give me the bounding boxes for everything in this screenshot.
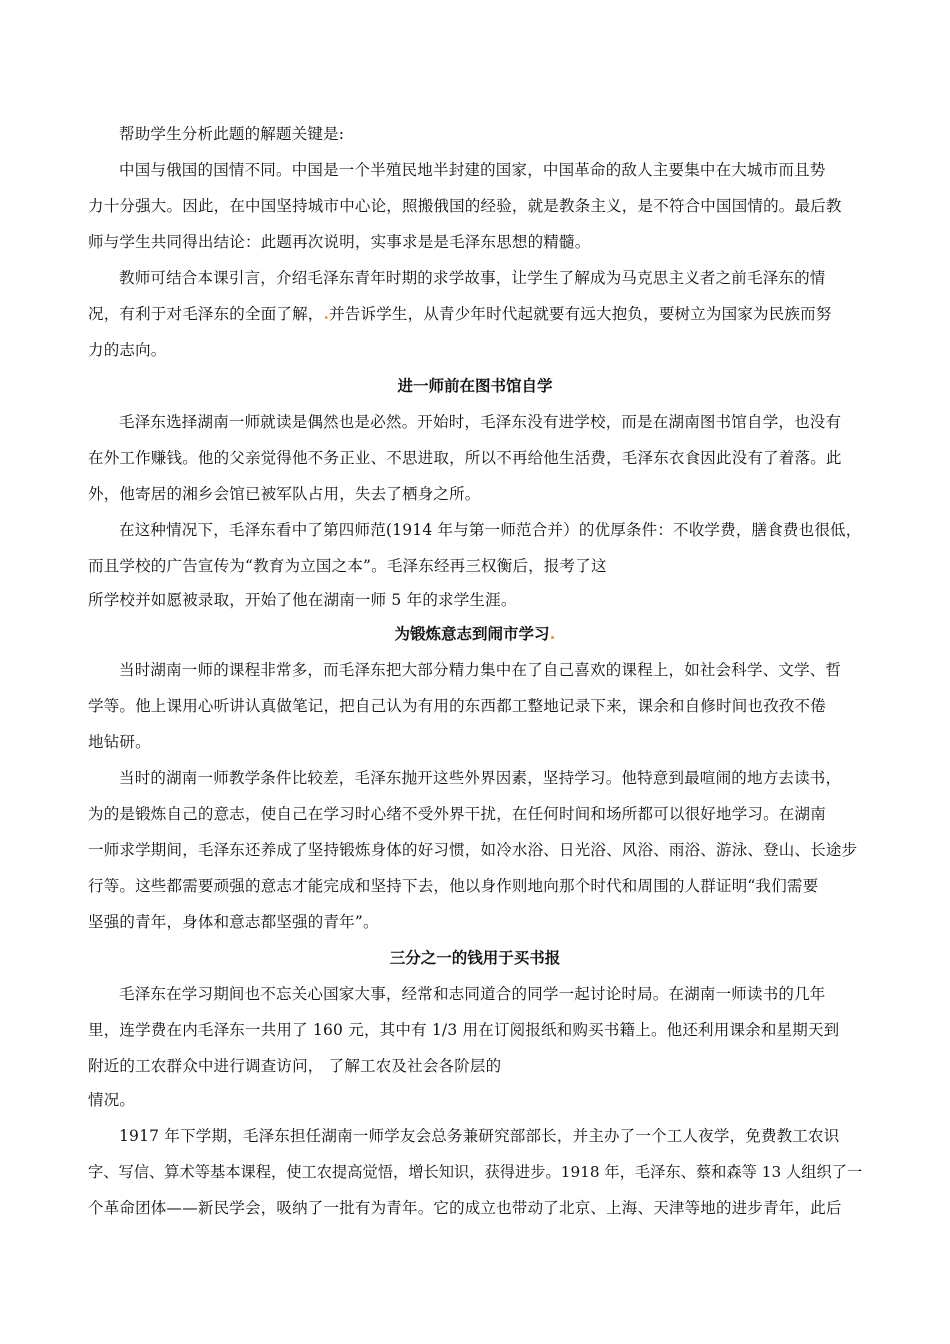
paragraph-line: 中国与俄国的国情不同。中国是一个半殖民地半封建的国家，中国革命的敌人主要集中在大城市而且势 bbox=[119, 161, 826, 179]
section-heading: 进一师前在图书馆自学 bbox=[397, 377, 553, 395]
paragraph-line: 力十分强大。因此，在中国坚持城市中心论，照搬俄国的经验，就是教条主义，是不符合中国国情的。最后教 bbox=[88, 197, 842, 215]
paragraph-line: 情况。 bbox=[88, 1091, 136, 1109]
paragraph-line: 字、写信、算术等基本课程，使工农提高觉悟，增长知识，获得进步。1918 年，毛泽东、蔡和森等 13 人组织了一 bbox=[88, 1163, 863, 1181]
highlight-dot: . bbox=[549, 625, 556, 643]
paragraph-line: 力的志向。 bbox=[88, 341, 167, 359]
paragraph-line: 而且学校的广告宣传为“教育为立国之本”。毛泽东经再三权衡后，报考了这 bbox=[88, 557, 607, 575]
paragraph-text: 况，有利于对毛泽东的全面了解， bbox=[88, 305, 324, 323]
paragraph-line: 1917 年下学期，毛泽东担任湖南一师学友会总务兼研究部部长，并主办了一个工人夜学，免费教工农识 bbox=[119, 1127, 840, 1145]
paragraph-line: 地钻研。 bbox=[88, 733, 151, 751]
paragraph-line: 师与学生共同得出结论：此题再次说明，实事求是是毛泽东思想的精髓。 bbox=[88, 233, 591, 251]
paragraph-line: 个革命团体——新民学会，吸纳了一批有为青年。它的成立也带动了北京、上海、天津等地的进步青年，此后 bbox=[88, 1199, 842, 1217]
paragraph-line: 附近的工农群众中进行调查访问， 了解工农及社会各阶层的 bbox=[88, 1057, 502, 1075]
paragraph-line: 毛泽东选择湖南一师就读是偶然也是必然。开始时，毛泽东没有进学校，而是在湖南图书馆自学，也没有 bbox=[119, 413, 842, 431]
paragraph-line: 为的是锻炼自己的意志，使自己在学习时心绪不受外界干扰，在任何时间和场所都可以很好地学习。在湖南 bbox=[88, 805, 826, 823]
paragraph-line: 帮助学生分析此题的解题关键是: bbox=[119, 125, 345, 143]
paragraph-line bbox=[88, 304, 832, 324]
paragraph-line: 当时的湖南一师教学条件比较差，毛泽东抛开这些外界因素，坚持学习。他特意到最喧闹的地方去读书， bbox=[119, 769, 842, 787]
paragraph-line: 外，他寄居的湘乡会馆已被军队占用，失去了栖身之所。 bbox=[88, 485, 481, 503]
highlight-dot: . bbox=[323, 304, 330, 323]
paragraph-line: 所学校并如愿被录取，开始了他在湖南一师 5 年的求学生涯。 bbox=[88, 591, 517, 609]
paragraph-line: 坚强的青年，身体和意志都坚强的青年”。 bbox=[88, 913, 379, 931]
paragraph-line: 里，连学费在内毛泽东一共用了 160 元，其中有 1/3 用在订阅报纸和购买书籍上。他还利用课余和星期天到 bbox=[88, 1021, 840, 1039]
section-heading-text: 为锻炼意志到闹市学习 bbox=[394, 625, 550, 643]
paragraph-line: 一师求学期间，毛泽东还养成了坚持锻炼身体的好习惯，如冷水浴、日光浴、风浴、雨浴、游泳、登山、长途步 bbox=[88, 841, 858, 859]
section-heading: 三分之一的钱用于买书报 bbox=[389, 949, 561, 967]
section-heading bbox=[0, 624, 950, 644]
paragraph-line: 在外工作赚钱。他的父亲觉得他不务正业、不思进取，所以不再给他生活费，毛泽东衣食因此没有了着落。此 bbox=[88, 449, 842, 467]
paragraph-line: 毛泽东在学习期间也不忘关心国家大事，经常和志同道合的同学一起讨论时局。在湖南一师读书的几年 bbox=[119, 985, 826, 1003]
paragraph-line: 当时湖南一师的课程非常多，而毛泽东把大部分精力集中在了自己喜欢的课程上，如社会科学、文学、哲 bbox=[119, 661, 842, 679]
paragraph-line: 教师可结合本课引言，介绍毛泽东青年时期的求学故事，让学生了解成为马克思主义者之前毛泽东的情 bbox=[119, 269, 826, 287]
paragraph-text: 并告诉学生，从青少年时代起就要有远大抱负，要树立为国家为民族而努 bbox=[329, 305, 832, 323]
paragraph-line: 学等。他上课用心听讲认真做笔记，把自己认为有用的东西都工整地记录下来，课余和自修时间也孜孜不倦 bbox=[88, 697, 826, 715]
paragraph-line: 行等。这些都需要顽强的意志才能完成和坚持下去，他以身作则地向那个时代和周围的人群证明“我们需要 bbox=[88, 877, 819, 895]
paragraph-line: 在这种情况下，毛泽东看中了第四师范(1914 年与第一师范合并）的优厚条件：不收学费，膳食费也很低， bbox=[119, 521, 862, 539]
